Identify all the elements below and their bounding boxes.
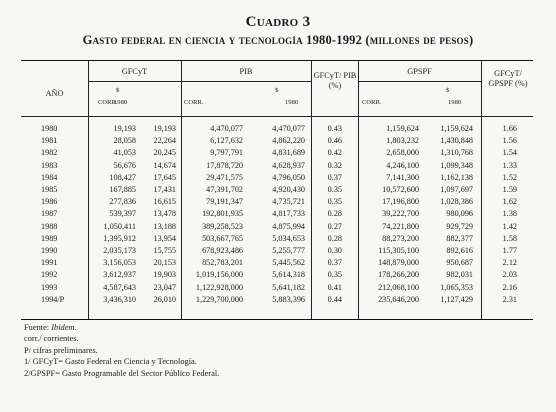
table-row <box>21 270 533 282</box>
cell-pib-1980: 4,817,733 <box>272 209 305 219</box>
cell-pib-corr: 503,667,765 <box>202 233 243 243</box>
table-row <box>21 148 533 160</box>
cell-year: 1982 <box>41 148 58 158</box>
cell-gf-1980: 19,903 <box>153 270 176 280</box>
cell-gf-corr: 19,193 <box>113 124 136 133</box>
cell-year: 1984 <box>41 172 58 182</box>
subheader-dollar: $ <box>275 87 279 94</box>
table-row <box>21 222 533 234</box>
header-ratio-pib: GFCyT/ PIB (%) <box>313 71 357 90</box>
cell-r1: 0.41 <box>327 282 342 292</box>
cell-gp-corr: 178,266,200 <box>378 270 419 280</box>
cell-r2: 1.59 <box>502 185 517 194</box>
table-row <box>21 197 533 209</box>
cell-r2: 1.77 <box>502 246 517 255</box>
cell-gp-corr: 2,658,000 <box>386 148 419 158</box>
cell-gf-1980: 13,478 <box>153 209 176 219</box>
cell-pib-1980: 4,831,689 <box>272 148 305 158</box>
table-row <box>21 246 533 258</box>
table-row <box>21 173 533 185</box>
cell-r1: 0.28 <box>327 233 342 243</box>
cell-r1: 0.35 <box>327 197 342 207</box>
table-row <box>21 209 533 221</box>
cell-gf-corr: 28,058 <box>113 136 136 146</box>
header-bottom-rule <box>21 116 533 117</box>
table-row <box>21 258 533 270</box>
cell-gp-1980: 1,099,348 <box>440 160 473 170</box>
cell-year: 1981 <box>41 136 58 146</box>
cell-gp-1980: 882,377 <box>446 233 473 243</box>
table-row <box>21 283 533 295</box>
cell-year: 1990 <box>41 246 58 255</box>
cell-r1: 0.32 <box>327 160 342 170</box>
cell-pib-1980: 4,920,430 <box>272 185 305 194</box>
cell-r2: 2.31 <box>502 294 517 304</box>
cell-gf-corr: 539,397 <box>109 209 136 219</box>
cell-r1: 0.46 <box>327 136 342 146</box>
header-gfcyt: GFCyT <box>121 67 148 76</box>
cell-gp-1980: 1,127,429 <box>440 294 473 304</box>
cell-gp-corr: 39,222,700 <box>382 209 419 219</box>
cell-gf-corr: 3,612,937 <box>103 270 136 280</box>
cell-pib-1980: 5,883,396 <box>272 294 305 304</box>
cell-gf-1980: 15,755 <box>153 246 176 255</box>
cell-gf-corr: 41,053 <box>113 148 136 158</box>
cell-r1: 0.42 <box>327 148 342 158</box>
cell-pib-corr: 9,797,791 <box>210 148 243 158</box>
table-row <box>21 124 533 136</box>
subheader-dollar: $ <box>446 87 450 94</box>
header-rule <box>181 81 311 82</box>
cell-r2: 2.16 <box>502 282 517 292</box>
cell-r1: 0.30 <box>327 246 342 255</box>
cell-gf-corr: 3,436,310 <box>103 294 136 304</box>
cell-r2: 1.66 <box>502 124 517 133</box>
cell-gf-1980: 16,615 <box>153 197 176 207</box>
cell-year: 1986 <box>41 197 58 207</box>
cell-gp-1980: 1,162,138 <box>440 172 473 182</box>
cell-gp-1980: 1,310,768 <box>440 148 473 158</box>
cell-gp-1980: 950,687 <box>446 258 473 268</box>
cell-r2: 1.58 <box>502 233 517 243</box>
header-pib: PIB <box>239 67 253 76</box>
cell-r2: 2.12 <box>502 258 517 268</box>
table-row <box>21 185 533 197</box>
cell-pib-corr: 1,122,928,000 <box>195 282 243 292</box>
cell-pib-corr: 192,801,935 <box>202 209 243 219</box>
cell-gf-corr: 56,676 <box>113 160 136 170</box>
cell-year: 1988 <box>41 221 58 231</box>
cell-gf-1980: 19,193 <box>153 124 176 133</box>
cell-gp-corr: 212,068,100 <box>378 282 419 292</box>
cell-gp-corr: 74,221,800 <box>382 221 419 231</box>
cell-pib-1980: 5,034,653 <box>272 233 305 243</box>
header-year: AÑO <box>45 89 64 98</box>
cell-gf-corr: 3,156,053 <box>103 258 136 268</box>
cell-gf-1980: 13,954 <box>153 233 176 243</box>
cell-gf-1980: 26,010 <box>153 294 176 304</box>
cell-gf-1980: 17,645 <box>153 172 176 182</box>
cell-pib-1980: 5,641,182 <box>272 282 305 292</box>
cell-pib-1980: 4,470,077 <box>272 124 305 133</box>
header-rule <box>88 81 181 82</box>
cell-gp-1980: 1,065,353 <box>440 282 473 292</box>
cell-gf-1980: 22,264 <box>153 136 176 146</box>
cell-gp-1980: 1,028,386 <box>440 197 473 207</box>
cell-pib-corr: 4,470,077 <box>210 124 243 133</box>
cell-gp-1980: 892,616 <box>446 246 473 255</box>
cell-gf-corr: 1,050,411 <box>103 221 136 231</box>
cell-r1: 0.37 <box>327 258 342 268</box>
cell-gp-corr: 1,803,232 <box>386 136 419 146</box>
cell-year: 1987 <box>41 209 58 219</box>
cell-pib-corr: 47,391,702 <box>206 185 243 194</box>
cell-gf-1980: 13,188 <box>153 221 176 231</box>
cell-r1: 0.28 <box>327 209 342 219</box>
cell-r1: 0.37 <box>327 172 342 182</box>
cell-gp-corr: 4,246,100 <box>386 160 419 170</box>
cell-gp-1980: 1,430,848 <box>440 136 473 146</box>
cell-gp-corr: 88,273,200 <box>382 233 419 243</box>
cell-pib-corr: 6,127,632 <box>210 136 243 146</box>
header-gpspf: GPSPF <box>407 67 432 76</box>
cell-gp-corr: 115,305,100 <box>378 246 419 255</box>
cell-pib-1980: 5,445,562 <box>272 258 305 268</box>
cell-year: 1980 <box>41 124 58 133</box>
cell-year: 1985 <box>41 185 58 194</box>
note-corr: corr./ corrientes. <box>24 334 79 344</box>
cell-pib-corr: 1,229,700,000 <box>195 294 243 304</box>
cell-pib-corr: 29,471,575 <box>206 172 243 182</box>
cell-r2: 1.33 <box>502 160 517 170</box>
cell-pib-corr: 389,258,523 <box>202 221 243 231</box>
cell-gp-corr: 235,646,200 <box>378 294 419 304</box>
cell-pib-corr: 852,783,201 <box>202 258 243 268</box>
cell-r2: 1.54 <box>502 148 517 158</box>
cell-gf-corr: 4,587,643 <box>103 282 136 292</box>
cell-gf-1980: 20,245 <box>153 148 176 158</box>
cell-gp-corr: 148,879,000 <box>378 258 419 268</box>
cell-gf-corr: 277,836 <box>109 197 136 207</box>
table-row <box>21 161 533 173</box>
cell-pib-1980: 4,735,721 <box>272 197 305 207</box>
subheader-dollar: $ <box>116 87 120 94</box>
cell-gf-corr: 167,885 <box>109 185 136 194</box>
subheader-corr: CORR. <box>184 99 204 106</box>
cell-r2: 2.03 <box>502 270 517 280</box>
header-rule <box>358 81 481 82</box>
cell-gp-1980: 982,031 <box>446 270 473 280</box>
note-source <box>24 322 219 333</box>
table-row <box>21 136 533 148</box>
note-preliminary: P/ cifras preliminares. <box>24 345 98 355</box>
cell-gf-1980: 17,431 <box>153 185 176 194</box>
cell-r2: 1.42 <box>502 221 517 231</box>
cell-year: 1983 <box>41 160 58 170</box>
table-title: Cuadro 3 <box>245 14 311 30</box>
cell-r1: 0.35 <box>327 185 342 194</box>
cell-pib-1980: 5,614,318 <box>272 270 305 280</box>
cell-pib-corr: 678,923,486 <box>202 246 243 255</box>
cell-year: 1989 <box>41 233 58 243</box>
subheader-corr: CORR. <box>98 99 118 106</box>
table-row <box>21 234 533 246</box>
cell-pib-corr: 17,878,720 <box>206 160 243 170</box>
cell-gf-1980: 14,674 <box>153 160 176 170</box>
cell-gp-corr: 17,196,800 <box>382 197 419 207</box>
note-source-value: Ibidem. <box>51 323 77 332</box>
cell-pib-corr: 79,191,347 <box>206 197 243 207</box>
cell-gp-corr: 7,141,300 <box>386 172 419 182</box>
cell-pib-1980: 5,255,777 <box>272 246 305 255</box>
cell-pib-corr: 1,019,156,000 <box>195 270 243 280</box>
cell-r1: 0.44 <box>327 294 342 304</box>
cell-r2: 1.52 <box>502 172 517 182</box>
note-gfcyt: 1/ GFCyT= Gasto Federal en Ciencia y Tecnología. <box>24 357 197 367</box>
cell-pib-1980: 4,796,050 <box>272 172 305 182</box>
cell-gp-1980: 1,097,697 <box>440 185 473 194</box>
subheader-base-year: 1980 <box>448 99 462 106</box>
cell-gf-corr: 1,395,912 <box>103 233 136 243</box>
cell-gf-corr: 108,427 <box>109 172 136 182</box>
subheader-corr: CORR. <box>362 99 382 106</box>
cell-r1: 0.27 <box>327 221 342 231</box>
cell-gp-1980: 1,159,624 <box>440 124 473 133</box>
cell-year: 1992 <box>41 270 58 280</box>
cell-pib-1980: 4,628,937 <box>272 160 305 170</box>
header-ratio-gpspf: GFCyT/ GPSPF (%) <box>488 69 528 88</box>
data-table <box>21 60 533 320</box>
cell-gf-corr: 2,035,173 <box>103 246 136 255</box>
table-notes <box>24 322 219 379</box>
cell-pib-1980: 4,875,994 <box>272 221 305 231</box>
note-source-label: Fuente: <box>24 323 52 332</box>
table-subtitle: Gasto federal en ciencia y tecnología 1980-1992 (millones de pesos) <box>82 33 474 47</box>
cell-year: 1991 <box>41 258 58 268</box>
note-gpspf: 2/GPSPF= Gasto Programable del Sector Público Federal. <box>24 368 220 378</box>
cell-r1: 0.35 <box>327 270 342 280</box>
cell-gp-1980: 980,096 <box>446 209 473 219</box>
cell-gp-1980: 929,729 <box>446 221 473 231</box>
subheader-base-year: 1980 <box>285 99 299 106</box>
cell-r2: 1.62 <box>502 197 517 207</box>
cell-gf-1980: 20,153 <box>153 258 176 268</box>
cell-r2: 1.56 <box>502 136 517 146</box>
cell-pib-1980: 4,862,220 <box>272 136 305 146</box>
cell-gp-corr: 1,159,624 <box>386 124 419 133</box>
cell-gp-corr: 10,572,600 <box>382 185 419 194</box>
cell-r2: 1.38 <box>502 209 517 219</box>
table-row <box>21 295 533 307</box>
cell-year: 1993 <box>41 282 58 292</box>
subheader-base-year: 1980 <box>114 99 128 106</box>
cell-gf-1980: 23,047 <box>153 282 176 292</box>
cell-year: 1994/P <box>41 294 65 304</box>
cell-r1: 0.43 <box>327 124 342 133</box>
